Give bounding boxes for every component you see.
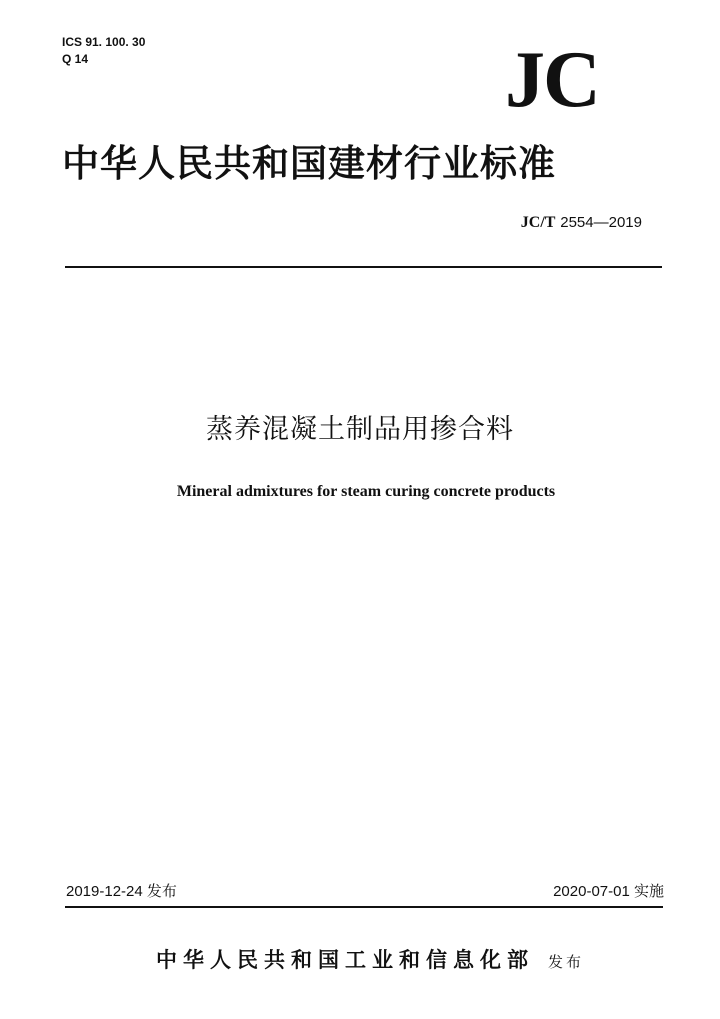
bottom-divider [65,906,663,908]
standard-number-code: 2554—2019 [560,214,642,231]
top-divider [65,266,662,268]
standard-type-title: 中华人民共和国建材行业标准 [62,141,556,185]
publisher-action: 发布 [547,953,584,971]
jc-logo: JC [505,36,599,124]
document-title-english: Mineral admixtures for steam curing concrete products [176,483,556,500]
issue-date: 2019-12-24 发布 [66,883,177,900]
document-title-chinese: 蒸养混凝土制品用掺合料 [206,414,514,445]
publisher-line [0,944,720,974]
ics-code: ICS 91. 100. 30 [62,35,146,49]
standard-number-prefix: JC/T [520,214,556,231]
classification-codes [62,34,145,68]
publisher-name: 中华人民共和国工业和信息化部 [155,947,534,972]
ccs-code: Q 14 [62,52,89,66]
standard-number [521,212,642,233]
effective-date: 2020-07-01 实施 [553,883,664,900]
